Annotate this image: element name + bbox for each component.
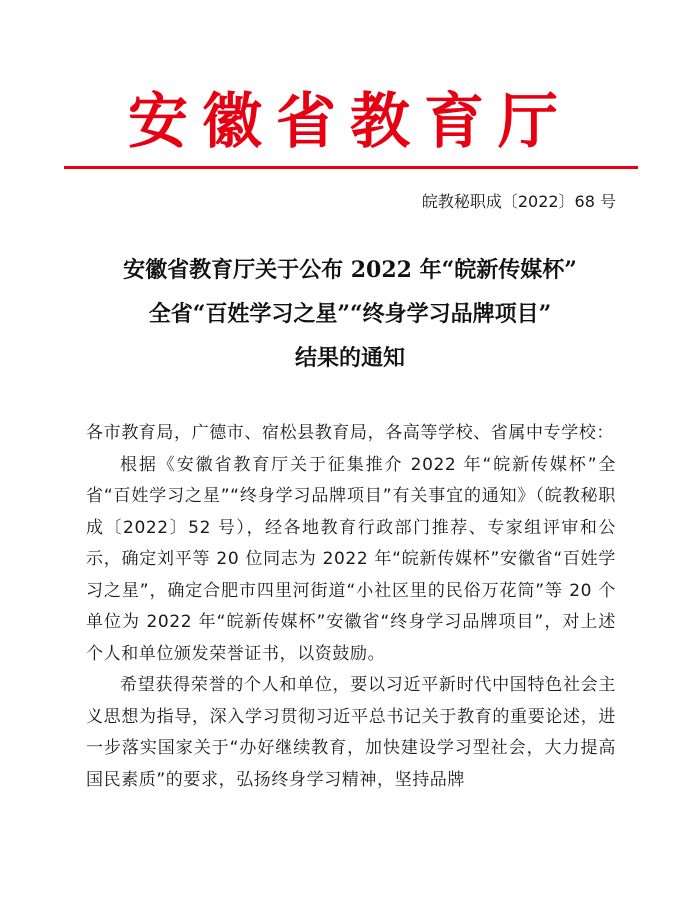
- red-divider-line: [64, 166, 638, 169]
- document-body: [86, 418, 616, 796]
- body-paragraph-2: 希望获得荣誉的个人和单位，要以习近平新时代中国特色社会主义思想为指导，深入学习贯彻习近平总书记关于教育的重要论述，进一步落实国家关于“办好继续教育，加快建设学习型社会，大力提高国民素质”的要求，弘扬终身学习精神，坚持品牌: [86, 675, 616, 790]
- title-line-2: 全省“百姓学习之星”“终身学习品牌项目”: [148, 301, 552, 327]
- agency-masthead: 安徽省教育厅: [128, 87, 572, 157]
- salutation: 各市教育局，广德市、宿松县教育局，各高等学校、省属中专学校：: [86, 423, 614, 443]
- document-number: 皖教秘职成〔2022〕68 号: [421, 192, 616, 211]
- title-line-3: 结果的通知: [294, 345, 405, 371]
- title-line-1: 安徽省教育厅关于公布 2022 年“皖新传媒杯”: [123, 257, 577, 283]
- body-paragraph-1: 根据《安徽省教育厅关于征集推介 2022 年“皖新传媒杯”全省“百姓学习之星”“终身学习品牌项目”有关事宜的通知》（皖教秘职成〔2022〕52 号），经各地教育行政部门推荐、专家组评审和公示，确定刘平等 20 位同志为 2022 年“皖新传媒杯”安徽省“百姓学习之星”，确定合肥市四里河街道“小社区里的民俗万花筒”等 20 个单位为 2022 年“皖新传媒杯”安徽省“终身学习品牌项目”，对上述个人和单位颁发荣誉证书，以资鼓励。: [86, 454, 616, 664]
- document-title: [60, 248, 640, 380]
